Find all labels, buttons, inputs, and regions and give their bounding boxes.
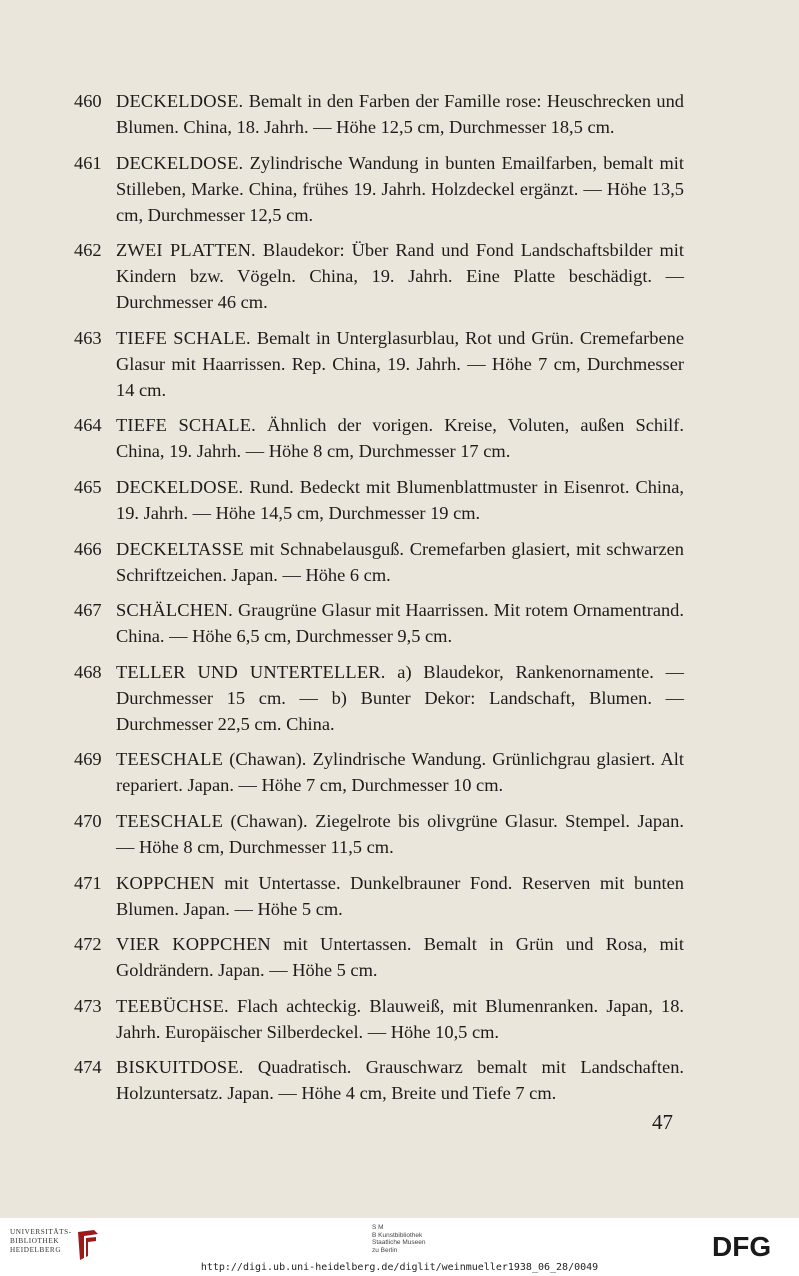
entry-description: Bemalt in den Farben der Famille rose: Heuschrecken und Blumen. China, 18. Jahrh. — Höhe 12,5 cm, Durchmesser 18,5 cm.	[116, 91, 684, 137]
entry-description: mit Untertasse. Dunkelbrauner Fond. Reserven mit bunten Blumen. Japan. — Höhe 5 cm.	[116, 872, 684, 919]
catalog-entry	[74, 474, 684, 526]
entry-description: Blaudekor: Über Rand und Fond Landschaftsbilder mit Kindern bzw. Vögeln. China, 19. Jahrh. Eine Platte beschädigt. — Durchmesser 46 cm.	[116, 240, 684, 313]
entry-description: Quadratisch. Grauschwarz bemalt mit Landschaften. Holzuntersatz. Japan. — Höhe 4 cm, Breite und Tiefe 7 cm.	[116, 1057, 684, 1104]
entry-number: 474	[74, 1057, 102, 1078]
university-emblem-icon	[74, 1228, 102, 1262]
university-name	[10, 1228, 72, 1255]
entry-description: Ähnlich der vorigen. Kreise, Voluten, außen Schilf. China, 19. Jahrh. — Höhe 8 cm, Durchmesser 17 cm.	[116, 415, 684, 462]
catalog-entry	[74, 412, 684, 464]
entry-description: mit Schnabelausguß. Cremefarben glasiert, mit schwarzen Schriftzeichen. Japan. — Höhe 6 cm.	[116, 538, 684, 585]
entry-title: KOPPCHEN	[116, 872, 215, 893]
catalog-entry	[74, 237, 684, 315]
entry-number: 460	[74, 91, 102, 111]
dfg-label: DFG	[712, 1232, 772, 1260]
university-line-1: UNIVERSITÄTS-	[10, 1228, 72, 1236]
entry-title: TIEFE SCHALE.	[116, 415, 256, 436]
catalog-entry	[74, 597, 684, 649]
entry-number: 471	[74, 872, 102, 893]
entry-description: (Chawan). Ziegelrote bis olivgrüne Glasur. Stempel. Japan. — Höhe 8 cm, Durchmesser 11,5 cm.	[116, 810, 684, 857]
entry-description: Rund. Bedeckt mit Blumenblattmuster in Eisenrot. China, 19. Jahrh. — Höhe 14,5 cm, Durchmesser 19 cm.	[116, 476, 684, 523]
entry-number: 473	[74, 995, 102, 1016]
entry-title: DECKELDOSE.	[116, 152, 244, 173]
page-number: 47	[652, 1110, 673, 1134]
viewer-footer	[0, 1218, 799, 1276]
entry-number: 463	[74, 327, 102, 348]
entry-title: SCHÄLCHEN.	[116, 600, 233, 621]
catalog-entry	[74, 150, 684, 228]
catalog-entries	[74, 88, 684, 1116]
entry-number: 472	[74, 934, 102, 955]
stamp-line-4: zu Berlin	[372, 1246, 398, 1254]
entry-title: TEESCHALE	[116, 810, 224, 831]
entry-number: 461	[74, 152, 102, 173]
entry-description: Flach achteckig. Blauweiß, mit Blumenranken. Japan, 18. Jahrh. Europäischer Silberdeckel. — Höhe 10,5 cm.	[116, 995, 684, 1042]
entry-number: 470	[74, 810, 102, 831]
page-url[interactable]: http://digi.ub.uni-heidelberg.de/diglit/weinmueller1938_06_28/0049	[200, 1262, 599, 1273]
catalog-entry	[74, 931, 684, 983]
catalog-entry	[74, 536, 684, 588]
entry-number: 466	[74, 538, 102, 559]
entry-title: BISKUITDOSE.	[116, 1057, 244, 1078]
entry-title: DECKELDOSE.	[116, 91, 244, 111]
entry-title: DECKELTASSE	[116, 538, 244, 559]
entry-title: TIEFE SCHALE.	[116, 327, 251, 348]
entry-description: Bemalt in Unterglasurblau, Rot und Grün. Cremefarbene Glasur mit Haarrissen. Rep. China, 19. Jahrh. — Höhe 7 cm, Durchmesser 14 cm.	[116, 327, 684, 400]
catalog-entry	[74, 1054, 684, 1106]
entry-number: 467	[74, 600, 102, 621]
entry-description: a) Blaudekor, Rankenornamente. — Durchmesser 15 cm. — b) Bunter Dekor: Landschaft, Blumen. — Durchmesser 22,5 cm. China.	[116, 661, 684, 734]
university-library-logo[interactable]	[10, 1228, 100, 1264]
catalog-entry	[74, 88, 684, 140]
dfg-logo-icon[interactable]	[712, 1232, 788, 1260]
stamp-line-2: B Kunstbibliothek	[372, 1231, 423, 1239]
catalog-entry	[74, 325, 684, 403]
entry-number: 465	[74, 476, 102, 497]
catalog-entry	[74, 993, 684, 1045]
entry-number: 469	[74, 749, 102, 770]
catalog-entry	[74, 746, 684, 798]
entry-number: 468	[74, 661, 102, 682]
university-line-2: BIBLIOTHEK	[10, 1237, 60, 1245]
entry-title: TEEBÜCHSE.	[116, 995, 229, 1016]
entry-title: ZWEI PLATTEN.	[116, 240, 256, 261]
museum-stamp	[372, 1224, 462, 1254]
entry-title: VIER KOPPCHEN	[116, 934, 271, 955]
entry-description: Zylindrische Wandung in bunten Emailfarben, bemalt mit Stilleben, Marke. China, frühes 19. Jahrh. Holzdeckel ergänzt. — Höhe 13,5 cm, Durchmesser 12,5 cm.	[116, 152, 684, 225]
catalog-entry	[74, 808, 684, 860]
entry-description: (Chawan). Zylindrische Wandung. Grünlichgrau glasiert. Alt repariert. Japan. — Höhe 7 cm, Durchmesser 10 cm.	[116, 749, 684, 796]
entry-description: Graugrüne Glasur mit Haarrissen. Mit rotem Ornamentrand. China. — Höhe 6,5 cm, Durchmesser 9,5 cm.	[116, 600, 684, 647]
catalog-entry	[74, 870, 684, 922]
stamp-line-1: S M	[372, 1224, 384, 1231]
catalog-entry	[74, 659, 684, 737]
entry-number: 464	[74, 415, 102, 436]
entry-title: TELLER UND UNTERTELLER.	[116, 661, 386, 682]
stamp-line-3: Staatliche Museen	[372, 1239, 426, 1246]
entry-description: mit Untertassen. Bemalt in Grün und Rosa, mit Goldrändern. Japan. — Höhe 5 cm.	[116, 934, 685, 981]
university-line-3: HEIDELBERG	[10, 1246, 62, 1254]
entry-title: DECKELDOSE.	[116, 476, 244, 497]
entry-number: 462	[74, 240, 102, 261]
entry-title: TEESCHALE	[116, 749, 224, 770]
